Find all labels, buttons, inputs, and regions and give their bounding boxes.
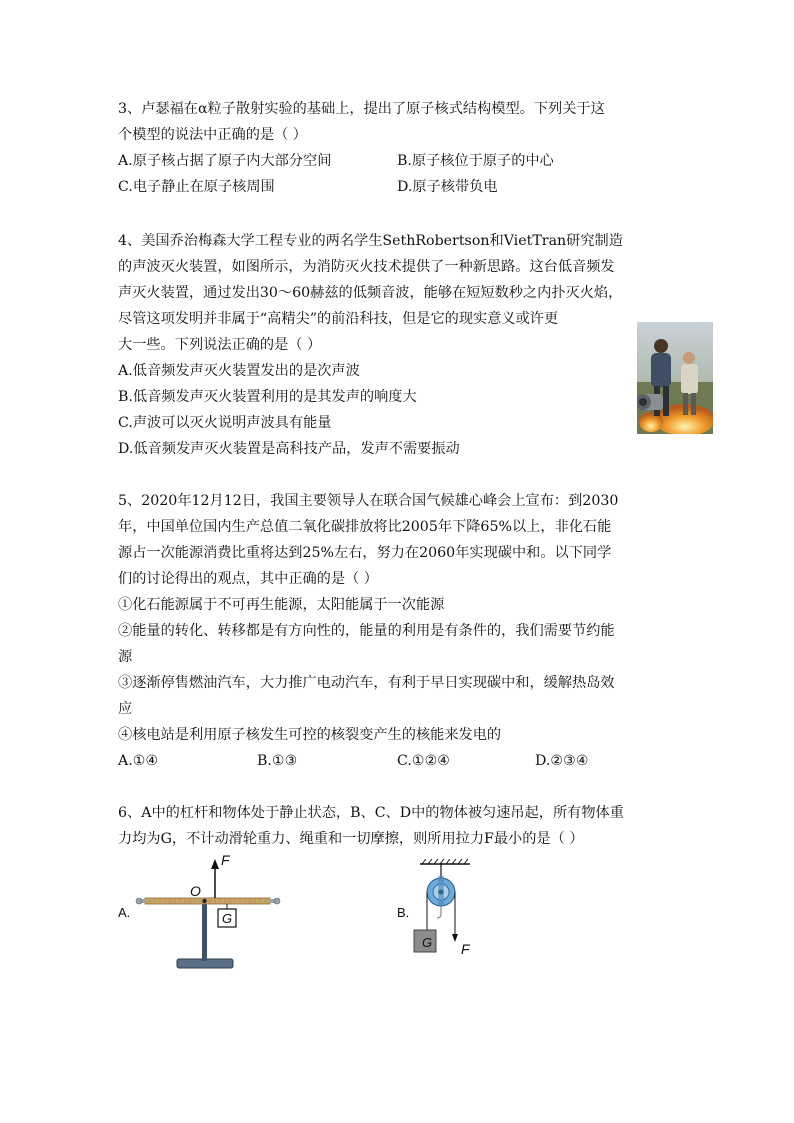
q4-stem-line-2: 的声波灭火装置，如图所示，为消防灭火技术提供了一种新思路。这台低音频发: [118, 259, 615, 275]
pivot-label-o: O: [190, 883, 201, 899]
weight-label-g: G: [222, 911, 233, 926]
q3-stem-line-2: 个模型的说法中正确的是（ ）: [118, 127, 307, 143]
q3-option-b: B.原子核位于原子的中心: [397, 153, 554, 169]
q5-statement-3-cont: 应: [118, 701, 133, 717]
q5-statement-4: ④核电站是利用原子核发生可控的核裂变产生的核能来发电的: [118, 727, 502, 743]
q5-stem-line-4: 们的讨论得出的观点，其中正确的是（ ）: [118, 571, 378, 587]
q3-option-a: A.原子核占据了原子内大部分空间: [118, 153, 332, 169]
q4-option-a: A.低音频发声灭火装置发出的是次声波: [118, 363, 360, 379]
figure-a-label: A.: [118, 905, 131, 920]
q5-statement-2-cont: 源: [118, 649, 133, 665]
pulley-weight-label: G: [422, 935, 433, 950]
q5-stem-line-2: 年，中国单位国内生产总值二氧化碳排放将比2005年下降65%以上，非化石能: [118, 519, 612, 535]
q4-stem-line-1: 4、美国乔治梅森大学工程专业的两名学生SethRobertson和VietTran研究制造: [118, 233, 623, 249]
q4-stem-line-5: 大一些。下列说法正确的是（ ）: [118, 337, 322, 353]
q3-stem-line-1: 3、卢瑟福在α粒子散射实验的基础上，提出了原子核式结构模型。下列关于这: [118, 101, 605, 117]
q5-statement-3: ③逐渐停售燃油汽车，大力推广电动汽车，有利于早日实现碳中和，缓解热岛效: [118, 675, 615, 691]
q5-stem-line-1: 5、2020年12月12日，我国主要领导人在联合国气候雄心峰会上宣布：到2030: [118, 493, 619, 509]
q4-option-b: B.低音频发声灭火装置利用的是其发声的响度大: [118, 389, 417, 405]
q5-option-c: C.①②④: [397, 753, 451, 769]
q6-stem-line-2: 力均为G，不计动滑轮重力、绳重和一切摩擦，则所用拉力F最小的是（ ）: [118, 831, 584, 847]
pulley-force-label: F: [461, 941, 470, 957]
figure-b-label: B.: [397, 905, 410, 920]
q5-option-b: B.①③: [257, 753, 298, 769]
q3-option-d: D.原子核带负电: [397, 179, 498, 195]
force-label-f: F: [221, 852, 230, 868]
q5-option-d: D.②③④: [535, 753, 589, 769]
q5-stem-line-3: 源占一次能源消费比重将达到25%左右，努力在2060年实现碳中和。以下同学: [118, 545, 612, 561]
q4-stem-line-3: 声灭火装置，通过发出30～60赫兹的低频音波，能够在短短数秒之内扑灭火焰，: [118, 285, 623, 301]
q4-option-d: D.低音频发声灭火装置是高科技产品，发声不需要振动: [118, 441, 460, 457]
pulley-figure: [410, 858, 490, 967]
q3-option-c: C.电子静止在原子核周围: [118, 179, 275, 195]
q5-option-a: A.①④: [118, 753, 159, 769]
q4-stem-line-4: 尽管这项发明并非属于“高精尖”的前沿科技，但是它的现实意义或许更: [118, 311, 559, 327]
q6-stem-line-1: 6、A中的杠杆和物体处于静止状态，B、C、D中的物体被匀速吊起，所有物体重: [118, 805, 624, 821]
q4-option-c: C.声波可以灭火说明声波具有能量: [118, 415, 332, 431]
q5-statement-1: ①化石能源属于不可再生能源，太阳能属于一次能源: [118, 597, 445, 613]
q5-statement-2: ②能量的转化、转移都是有方向性的，能量的利用是有条件的，我们需要节约能: [118, 623, 615, 639]
lever-figure: [135, 852, 285, 977]
sound-extinguisher-photo: [637, 322, 713, 434]
